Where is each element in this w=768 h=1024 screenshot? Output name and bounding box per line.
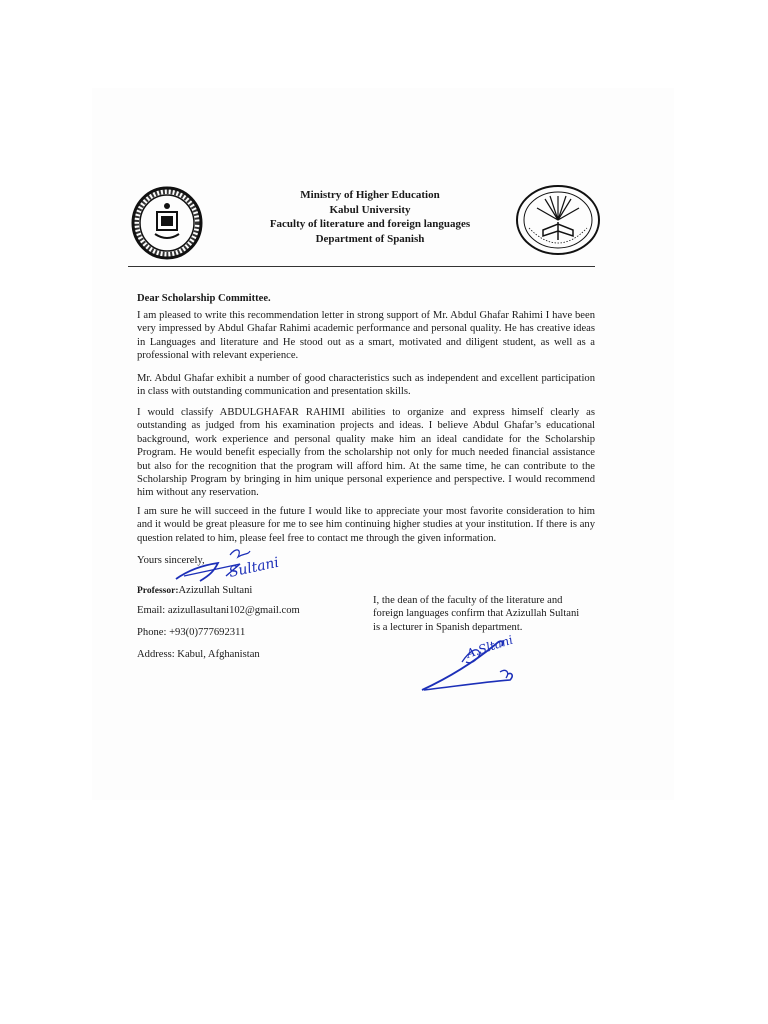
closing: Yours sincerely,	[137, 555, 205, 566]
paragraph-4: I am sure he will succeed in the future I would like to appreciate your most favorite consideration to him and it would be great pleasure for me to see him continuing higher studies at your institution. If there is any question related to him, please feel free to contact me through the given information.	[137, 506, 595, 544]
professor-address: Address: Kabul, Afghanistan	[137, 649, 260, 660]
dean-signature-text: A.Sltani	[464, 632, 515, 661]
paragraph-3: I would classify ABDULGHAFAR RAHIMI abilities to organize and express himself clearly as outstanding as judged from his examination projects and ideas. I believe Abdul Ghafar’s educational background, work experience and personal quality make him an ideal candidate for the Scholarship Program. He would benefit especially from the scholarship not only for much needed financial assistance but also for the recognition that the program will afford him. At the same time, he can contribute to the Scholarship Program by bringing in him unique personal experience and perspective. I would recommend him without any reservation.	[137, 407, 595, 499]
university-heading: Kabul University	[329, 203, 411, 216]
header-divider	[128, 266, 595, 267]
ministry-heading: Ministry of Higher Education	[300, 189, 440, 201]
paragraph-2: Mr. Abdul Ghafar exhibit a number of good characteristics such as independent and excellent participation in class with outstanding communication and presentation skills.	[137, 373, 595, 398]
ministry-of-higher-education-seal-icon	[515, 184, 601, 256]
professor-signature	[170, 543, 295, 588]
paragraph-1: I am pleased to write this recommendation letter in strong support of Mr. Abdul Ghafar Rahimi I have been very impressed by Abdul Ghafar Rahimi academic performance and personal quality. He has creative ideas in Languages and literature and He stood out as a smart, motivated and diligent student, as well as a professional with relevant experience.	[137, 310, 595, 362]
faculty-heading: Faculty of literature and foreign languages	[269, 218, 471, 230]
professor-phone: Phone: +93(0)777692311	[137, 627, 246, 638]
professor-signature-text: Sultani	[227, 554, 281, 581]
department-heading: Department of Spanish	[315, 232, 425, 245]
professor-role: Professor:	[137, 586, 179, 596]
kabul-university-seal-icon	[131, 186, 203, 260]
salutation: Dear Scholarship Committee.	[137, 293, 271, 304]
letterhead	[230, 188, 510, 246]
dean-signature	[418, 632, 530, 696]
dean-confirmation: I, the dean of the faculty of the literature and foreign languages confirm that Azizullah Sultani is a lecturer in Spanish department.	[373, 595, 580, 633]
professor-name: Azizullah Sultani	[178, 585, 253, 596]
professor-email: Email: azizullasultani102@gmail.com	[137, 605, 300, 616]
professor-name-line	[137, 585, 252, 596]
